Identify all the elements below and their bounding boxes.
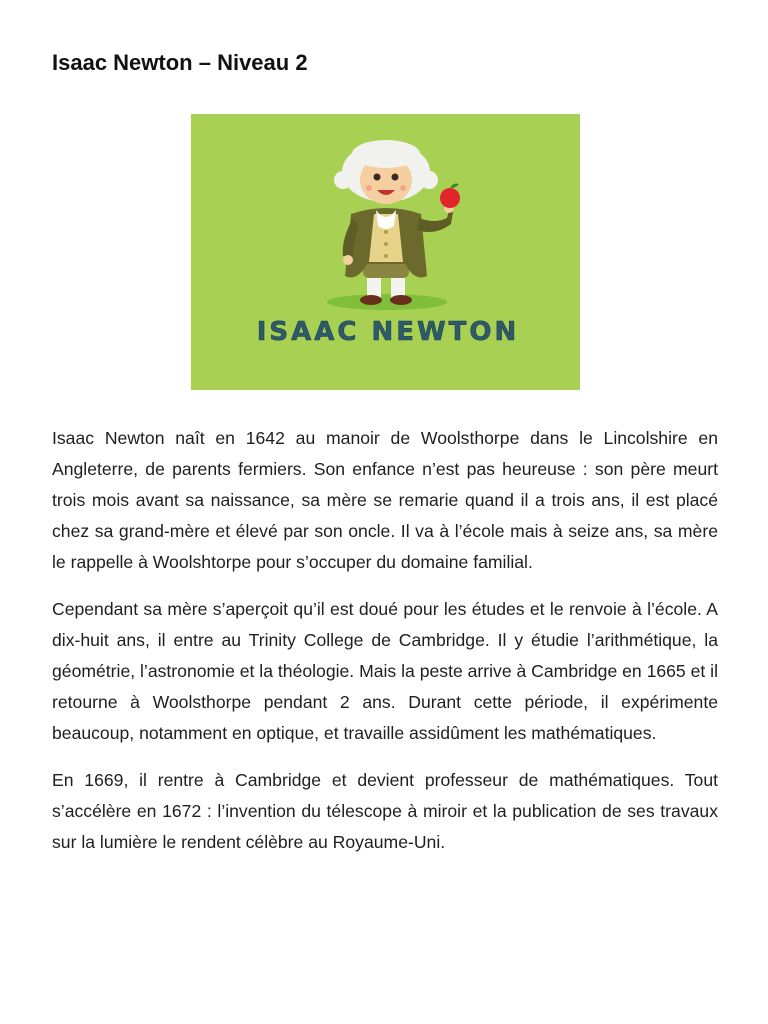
ground-shadow <box>327 294 447 310</box>
vest-button <box>384 254 388 258</box>
wig-curl <box>334 171 352 189</box>
illustration-caption: ISAAC NEWTON <box>256 317 520 347</box>
paragraph: Cependant sa mère s’aperçoit qu’il est doué pour les études et le renvoie à l’école. A dix-huit ans, il entre au Trinity College de Cambridge. Il y étudie l’arithmétique, la géométrie, l’astronomie et la théologie. Mais la peste arrive à Cambridge en 1665 et il retourne à Woolsthorpe pendant 2 ans. Durant cette période, il expérimente beaucoup, notamment en optique, et travaille assidûment les mathématiques. <box>52 599 718 743</box>
vest-button <box>384 242 388 246</box>
right-shoe-icon <box>390 295 412 305</box>
page-title: Isaac Newton – Niveau 2 <box>52 50 308 75</box>
newton-illustration <box>191 114 580 390</box>
body-text <box>52 423 718 874</box>
right-cheek <box>400 185 406 191</box>
left-hand <box>343 255 353 265</box>
left-cheek <box>366 185 372 191</box>
paragraph: Isaac Newton naît en 1642 au manoir de Woolsthorpe dans le Lincolshire en Angleterre, de parents fermiers. Son enfance n’est pas heureuse : son père meurt trois mois avant sa naissance, sa mère se remarie quand il a trois ans, il est placé chez sa grand-mère et élevé par son oncle. Il va à l’école mais à seize ans, sa mère le rappelle à Woolshtorpe pour s’occuper du domaine familial. <box>52 428 718 572</box>
paragraph: En 1669, il rentre à Cambridge et devient professeur de mathématiques. Tout s’accélère en 1672 : l’invention du télescope à miroir et la publication de ses travaux sur la lumière le rendent célèbre au Royaume-Uni. <box>52 770 718 852</box>
wig-top <box>352 140 420 168</box>
vest-button <box>384 230 388 234</box>
apple-icon <box>440 188 460 208</box>
left-eye <box>374 174 381 181</box>
left-shoe-icon <box>360 295 382 305</box>
right-eye <box>392 174 399 181</box>
wig-curl <box>420 171 438 189</box>
